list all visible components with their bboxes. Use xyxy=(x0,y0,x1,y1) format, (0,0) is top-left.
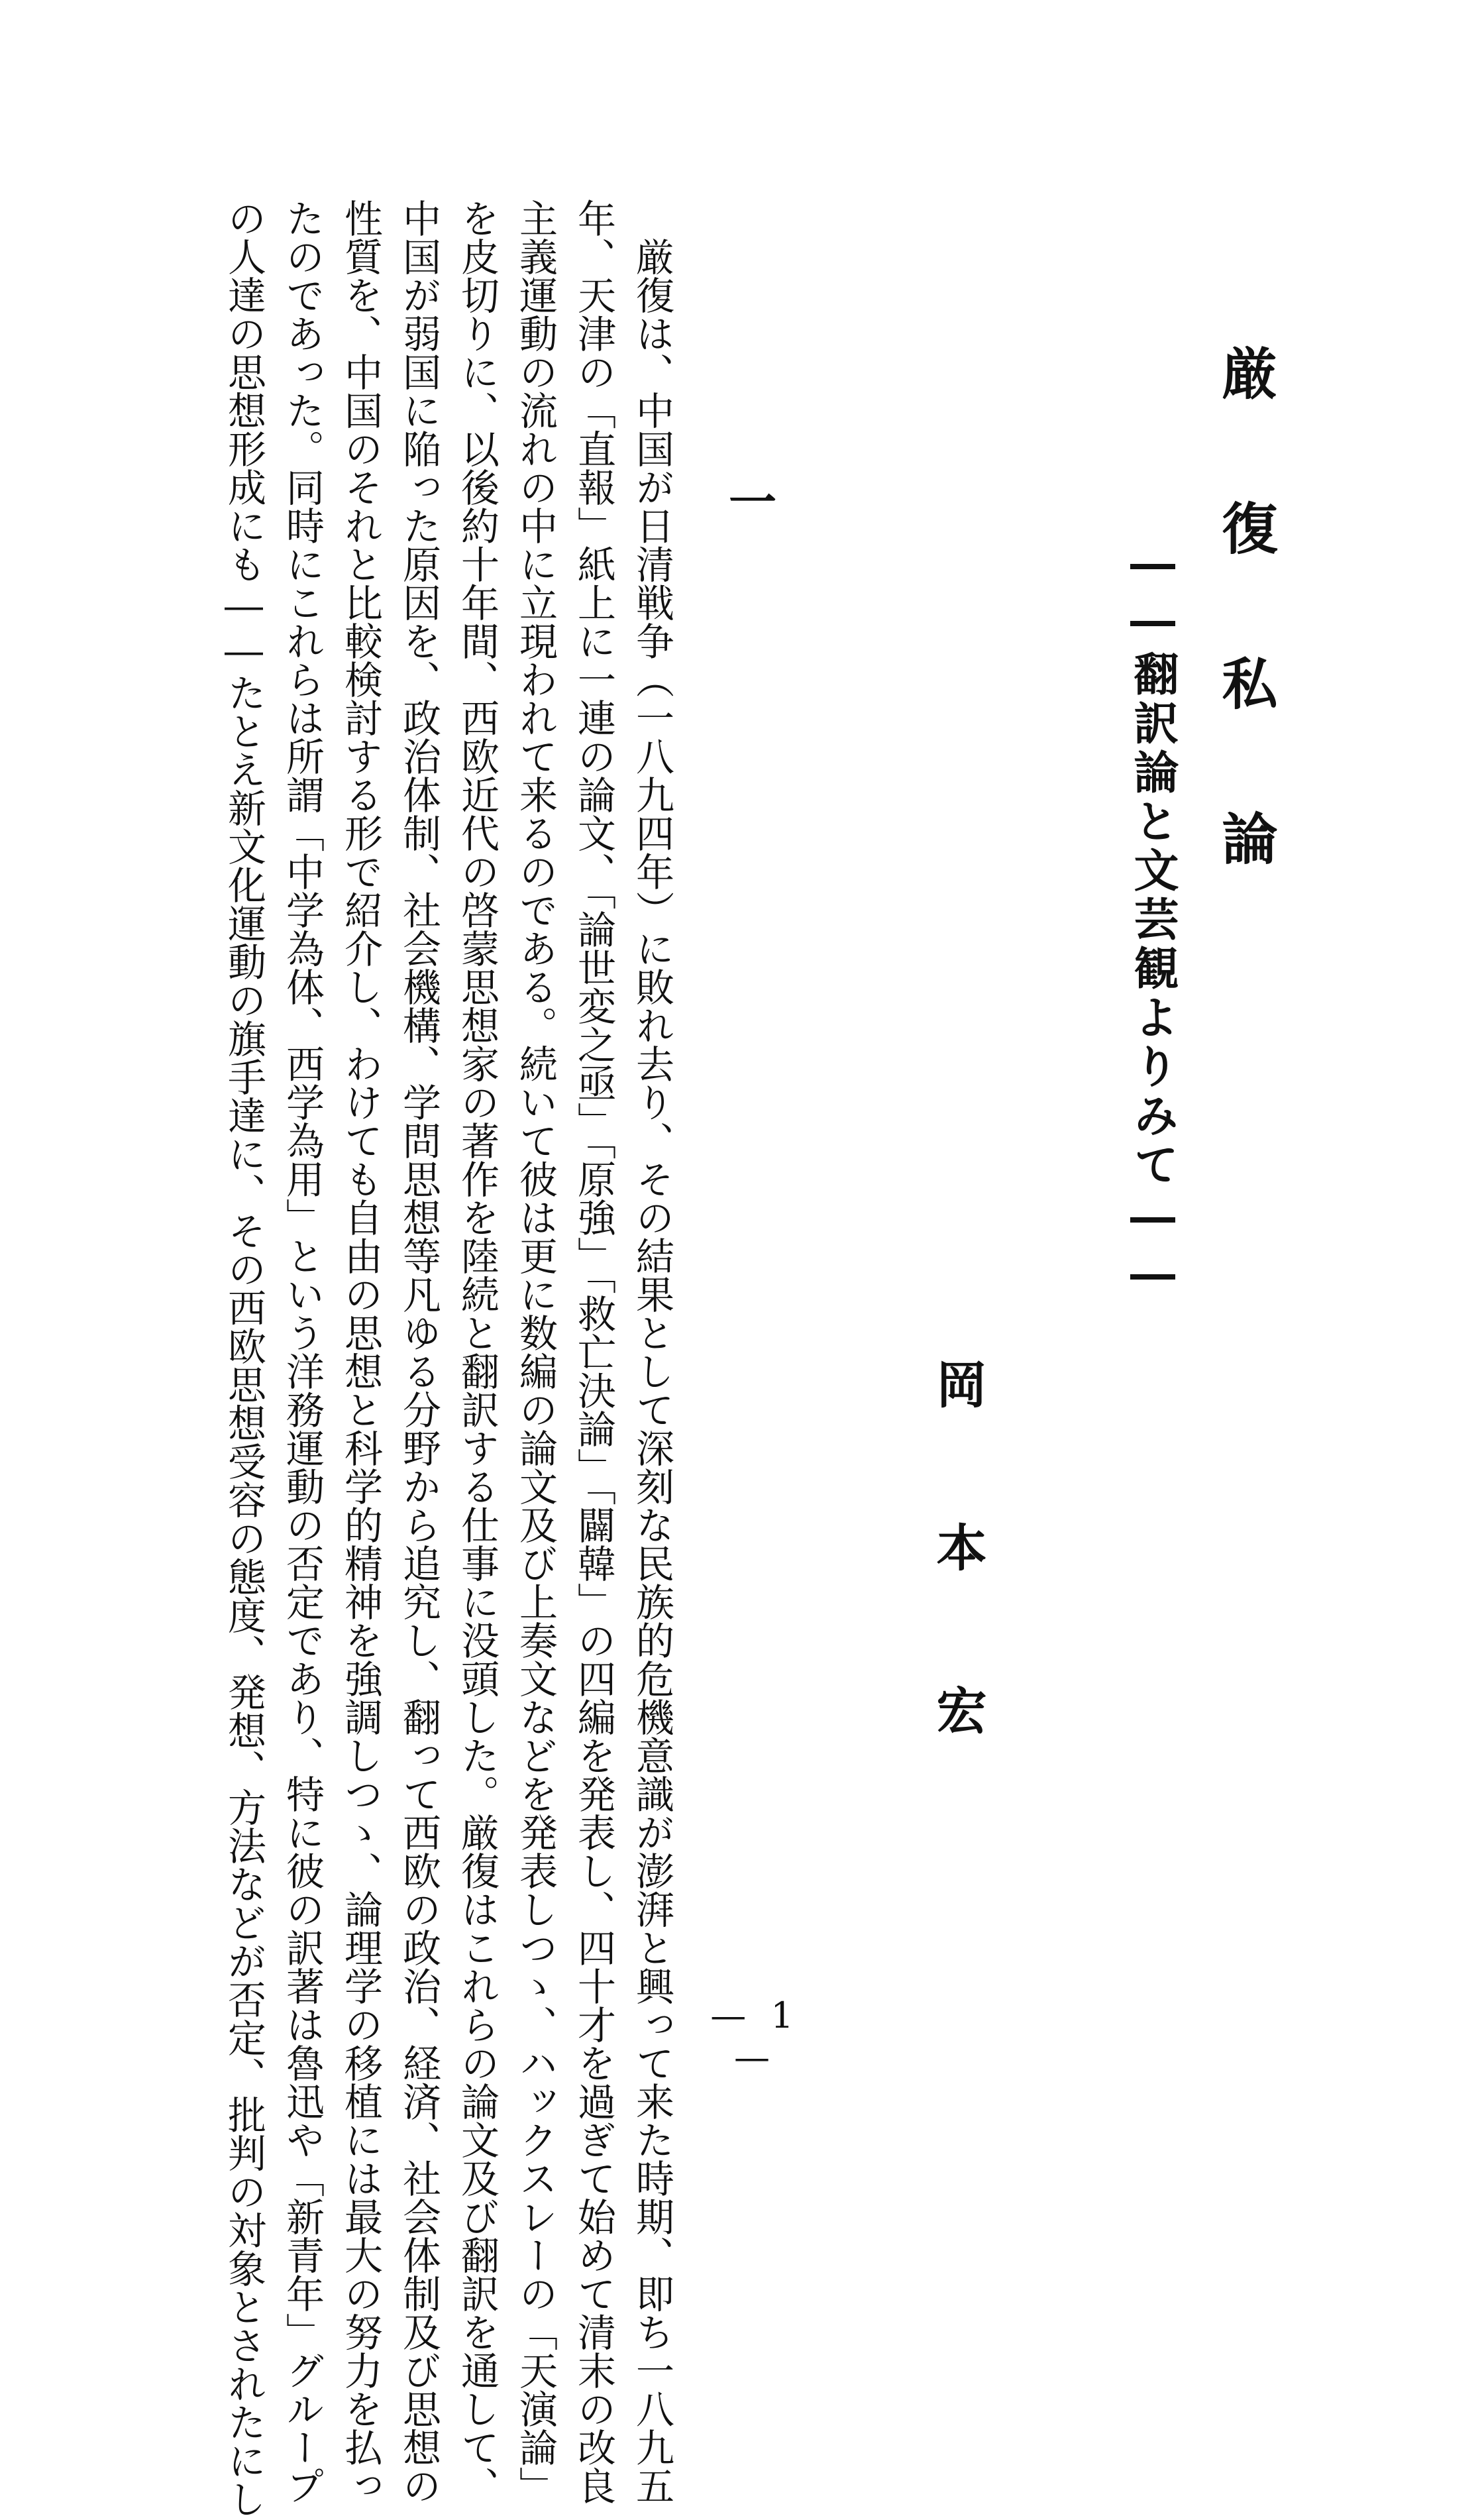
page-number: — 1 — xyxy=(710,1995,800,2078)
body-text-column: 年、天津の「直報」紙上に一連の論文、「論世変之亟」「原強」「救亡決論」「闢韓」の四編を発表し、四十才を過ぎて始めて清末の改良 xyxy=(571,199,616,2505)
article-subtitle: ――翻訳論と文芸観よりみて―― xyxy=(1126,537,1179,1304)
body-text-column: 中国が弱国に陥った原因を、政治体制、社会機構、学問思想等凡ゆる分野から追究し、翻って西欧の政治、経済、社会体制及び思想の xyxy=(396,199,441,2505)
body-text-column: 性質を、中国のそれと比較検討する形で紹介し、わけても自由の思想と科学的精神を強調しつゝ、論理学の移植には最大の努力を払っ xyxy=(338,199,383,2505)
body-text-column: 厳復は、中国が日清戦争（一八九四年）に敗れ去り、その結果として深刻な民族的危機意識が澎湃と興って来た時期、即ち一八九五 xyxy=(629,199,674,2505)
body-text-column: たのであった。同時にこれらは所謂「中学為体、西学為用」という洋務運動の否定であり、特に彼の訳著は魯迅や「新青年」グループ xyxy=(280,199,325,2505)
article-title: 厳復私論 xyxy=(1213,345,1279,965)
author-name: 岡本宏 xyxy=(928,1358,987,1847)
body-text-column: を皮切りに、以後約十年間、西欧近代の啓蒙思想家の著作を陸続と翻訳する仕事に没頭した。厳復はこれらの論文及び翻訳を通して、 xyxy=(454,199,500,2505)
body-text-column: 主義運動の流れの中に立現われて来るのである。続いて彼は更に数編の論文及び上奏文などを発表しつゝ、ハックスレーの「天演論」 xyxy=(513,199,558,2505)
section-heading: 一 xyxy=(721,477,777,525)
body-text-column: の人達の思想形成にも――たとえ新文化運動の旗手達に、その西欧思想受容の態度、発想、方法などが否定、批判の対象とされたにし xyxy=(221,199,266,2518)
